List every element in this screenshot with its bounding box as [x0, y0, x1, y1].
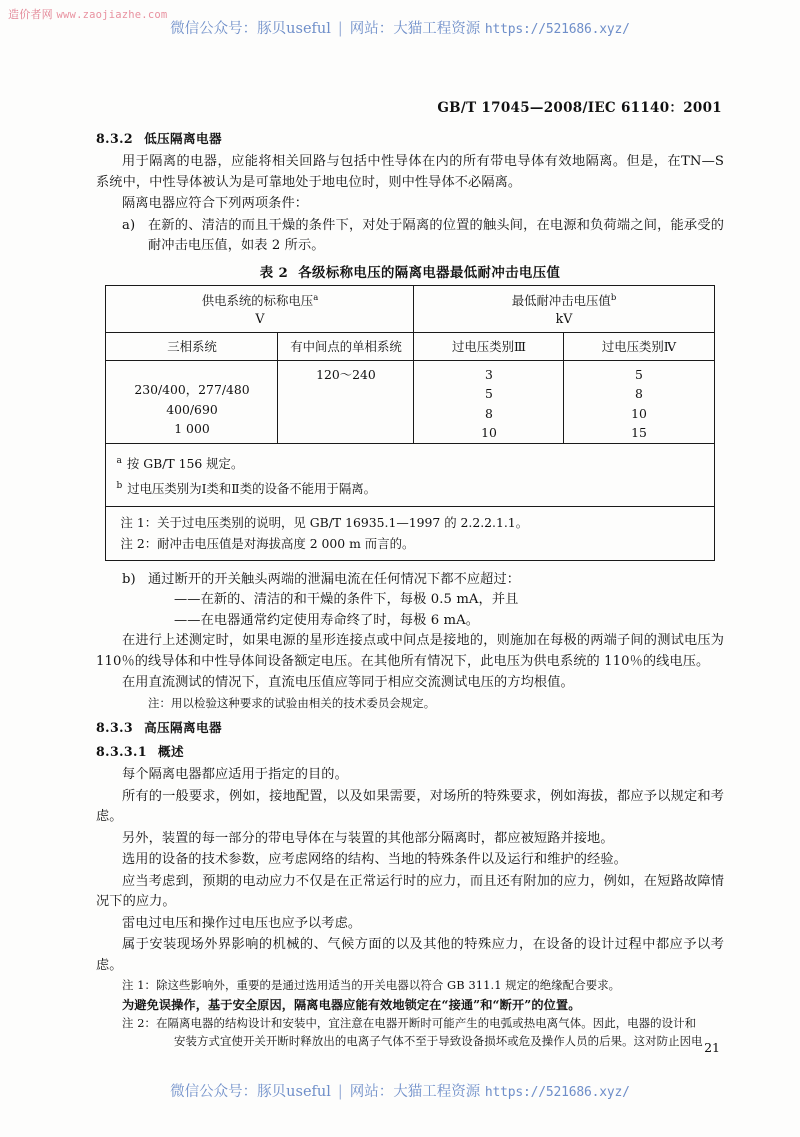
table-2-column-single-phase: 有中间点的单相系统 [278, 332, 414, 360]
group-header-1-unit: V [255, 311, 265, 327]
group-header-1-footnote-mark: a [313, 292, 319, 303]
watermark-site-url-bottom: https://521686.xyz/ [484, 1085, 630, 1100]
paragraph-8-3-2-3: 在进行上述测定时，如果电源的星形连接点或中间点是接地的，则施加在每极的两端子间的测试电压为 110％的线导体和中性导体间设备额定电压。在其他所有情况下，此电压为供电系统的 110％的线电压。 [96, 633, 724, 669]
cat3-value-3: 8 [485, 405, 493, 421]
table-2-cell-cat3 [414, 360, 564, 443]
list-item-b-marker: b) [122, 571, 136, 587]
paragraph-8-3-3-1-3: 另外，装置的每一部分的带电导体在与装置的其他部分隔离时，都应被短路并接地。 [122, 830, 614, 846]
heading-8-3-3-1 [96, 741, 724, 760]
table-2-footnote-a [116, 450, 713, 475]
three-phase-value-1: 230/400，277/480 [134, 382, 250, 397]
table-2-notes [106, 506, 714, 560]
group-header-2-footnote-mark: b [610, 292, 617, 303]
three-phase-value-2: 400/690 [166, 401, 218, 417]
heading-8-3-3-number: 8.3.3 [96, 720, 134, 736]
group-header-2-title: 最低耐冲击电压值 [511, 293, 611, 309]
note-2-8-3-3-1 [122, 1015, 724, 1033]
cat4-value-2: 8 [635, 386, 643, 401]
watermark-wechat-account: 豚贝useful [257, 21, 331, 37]
table-2-label: 表 2 [259, 264, 289, 281]
footnote-b-mark: b [116, 480, 123, 491]
table-2-cell-single-phase [278, 360, 414, 443]
paragraph-8-3-3-1-6: 雷电过电压和操作过电压也应予以考虑。 [122, 915, 362, 931]
heading-8-3-2 [96, 128, 724, 147]
table-2-column-overvoltage-cat-4: 过电压类别Ⅳ [564, 332, 714, 360]
cat3-value-1: 3 [485, 366, 493, 382]
cat4-value-4: 15 [631, 425, 647, 440]
watermark-site-url: https://521686.xyz/ [484, 22, 630, 37]
note-1-continuation: 为避免误操作，基于安全原因，隔离电器应能有效地锁定在“接通”和“断开”的位置。 [122, 997, 581, 1012]
note-1-text: 除这些影响外，重要的是通过选用适当的开关电器以符合 GB 311.1 规定的绝缘配合要求。 [156, 978, 621, 993]
page-number: 21 [704, 1040, 720, 1055]
list-item-b-dash-2: ——在电器通常约定使用寿命终了时，每极 6 mA。 [174, 612, 480, 628]
paragraph-8-3-3-1-2: 所有的一般要求，例如，接地配置，以及如果需要，对场所的特殊要求，例如海拔，都应予以规定和考虑。 [96, 788, 724, 825]
three-phase-value-3: 1 000 [174, 421, 210, 436]
list-item-a-text: 在新的、清洁的而且干燥的条件下，对处于隔离的位置的触头间，在电源和负荷端之间，能承受的耐冲击电压值，如表 2 所示。 [148, 217, 724, 253]
table-2-note-2: 注 2：耐冲击电压值是对海拔高度 2 000 m 而言的。 [120, 535, 415, 551]
note-1-8-3-3-1 [122, 977, 724, 995]
group-header-1-title: 供电系统的标称电压 [201, 293, 314, 309]
watermark-url: www.zaojiazhe.com [56, 9, 168, 21]
note-2-label: 注 2： [122, 1016, 157, 1031]
watermark-banner-top [0, 17, 800, 38]
note-2-text: 在隔离电器的结构设计和安装中，宜注意在电器开断时可能产生的电弧或热电离气体。因此，电器的设计和 [156, 1016, 697, 1031]
watermark-wechat-account-bottom: 豚贝useful [257, 1084, 331, 1100]
paragraph-8-3-2-4: 在用直流测试的情况下，直流电压值应等同于相应交流测试电压的方均根值。 [122, 675, 574, 691]
list-item-a [96, 216, 724, 257]
table-2-notes-row [106, 506, 714, 560]
footnote-a-text: 按 GB/T 156 规定。 [126, 455, 244, 471]
watermark-wechat-label: 微信公众号： [170, 21, 258, 37]
heading-8-3-2-title: 低压隔离电器 [144, 131, 223, 146]
watermark-brand: 造价者网 [8, 8, 53, 21]
table-2-group-header-supply-voltage [106, 285, 414, 332]
table-2-caption [96, 262, 724, 281]
list-item-b-text: 通过断开的开关触头两端的泄漏电流在任何情况下都不应超过： [148, 571, 521, 587]
running-head-standard-number: GB/T 17045—2008/IEC 61140：2001 [437, 100, 722, 116]
table-2-sub-header-row [106, 332, 714, 360]
table-2-column-three-phase: 三相系统 [106, 332, 278, 360]
paragraph-8-3-3-1-7: 属于安装现场外界影响的机械的、气候方面的以及其他的特殊应力，在设备的设计过程中都应予以考虑。 [96, 937, 724, 973]
watermark-site-label: 网站： [349, 21, 394, 37]
heading-8-3-3 [96, 717, 724, 736]
footnote-a-mark: a [116, 455, 122, 466]
watermark-site-label-bottom: 网站： [349, 1084, 394, 1100]
table-2-footnotes-row [106, 443, 714, 506]
watermark-wechat-label-bottom: 微信公众号： [170, 1084, 258, 1100]
watermark-separator-bottom: | [337, 1084, 343, 1100]
table-2-title: 各级标称电压的隔离电器最低耐冲击电压值 [298, 264, 561, 281]
cat4-value-3: 10 [631, 405, 647, 421]
heading-8-3-3-title: 高压隔离电器 [144, 720, 223, 736]
paragraph-8-3-2-2: 隔离电器应符合下列两项条件： [122, 196, 309, 211]
footnote-b-text: 过电压类别为Ⅰ类和Ⅱ类的设备不能用于隔离。 [127, 480, 376, 496]
document-body [96, 128, 724, 1050]
table-2-note-1: 注 1：关于过电压类别的说明，见 GB/T 16935.1—1997 的 2.2.2.1.1。 [120, 514, 529, 530]
note-1-label: 注 1： [122, 978, 157, 993]
table-2-cell-three-phase [106, 360, 278, 443]
watermark-banner-bottom [0, 1080, 800, 1101]
list-item-a-marker: a) [122, 217, 136, 233]
group-header-2-unit: kV [555, 311, 573, 327]
paragraph-8-3-2-1: 用于隔离的电器，应能将相关回路与包括中性导体在内的所有带电导体有效地隔离。但是，在TN—S 系统中，中性导体被认为是可靠地处于地电位时，则中性导体不必隔离。 [96, 154, 724, 190]
single-phase-value-1: 120～240 [316, 366, 376, 382]
list-item-b [96, 570, 724, 591]
watermark-site-name-bottom: 大猫工程资源 [393, 1084, 481, 1100]
table-2-group-header-impulse-voltage [414, 285, 714, 332]
paragraph-8-3-3-1-5: 应当考虑到，预期的电动应力不仅是在正常运行时的应力，而且还有附加的应力，例如，在短路故障情况下的应力。 [96, 873, 724, 910]
table-2-group-header-row [106, 285, 714, 332]
note-2-continuation: 安装方式宜使开关开断时释放出的电离子气体不至于导致设备损坏或危及操作人员的后果。这对防止因电 [174, 1033, 703, 1048]
heading-8-3-2-number: 8.3.2 [96, 131, 134, 146]
watermark-separator: | [337, 21, 343, 37]
table-2-footnotes [106, 443, 714, 506]
paragraph-8-3-3-1-1: 每个隔离电器都应适用于指定的目的。 [122, 767, 348, 783]
paragraph-8-3-3-1-4: 选用的设备的技术参数，应考虑网络的结构、当地的特殊条件以及运行和维护的经验。 [122, 852, 627, 868]
heading-8-3-3-1-number: 8.3.3.1 [96, 744, 148, 760]
table-2-footnote-b [116, 475, 713, 500]
cat3-value-2: 5 [485, 386, 493, 401]
heading-8-3-3-1-title: 概述 [158, 744, 185, 760]
table-2-column-overvoltage-cat-3: 过电压类别Ⅲ [414, 332, 564, 360]
table-2 [105, 285, 714, 561]
table-row [106, 360, 714, 443]
cat3-value-4: 10 [481, 425, 497, 440]
watermark-site-name: 大猫工程资源 [393, 21, 481, 37]
table-2-cell-cat4 [564, 360, 714, 443]
list-item-b-dash-1: ——在新的、清洁的和干燥的条件下，每极 0.5 mA，并且 [174, 592, 519, 608]
note-8-3-2: 注：用以检验这种要求的试验由相关的技术委员会规定。 [148, 695, 436, 710]
cat4-value-1: 5 [635, 366, 643, 382]
